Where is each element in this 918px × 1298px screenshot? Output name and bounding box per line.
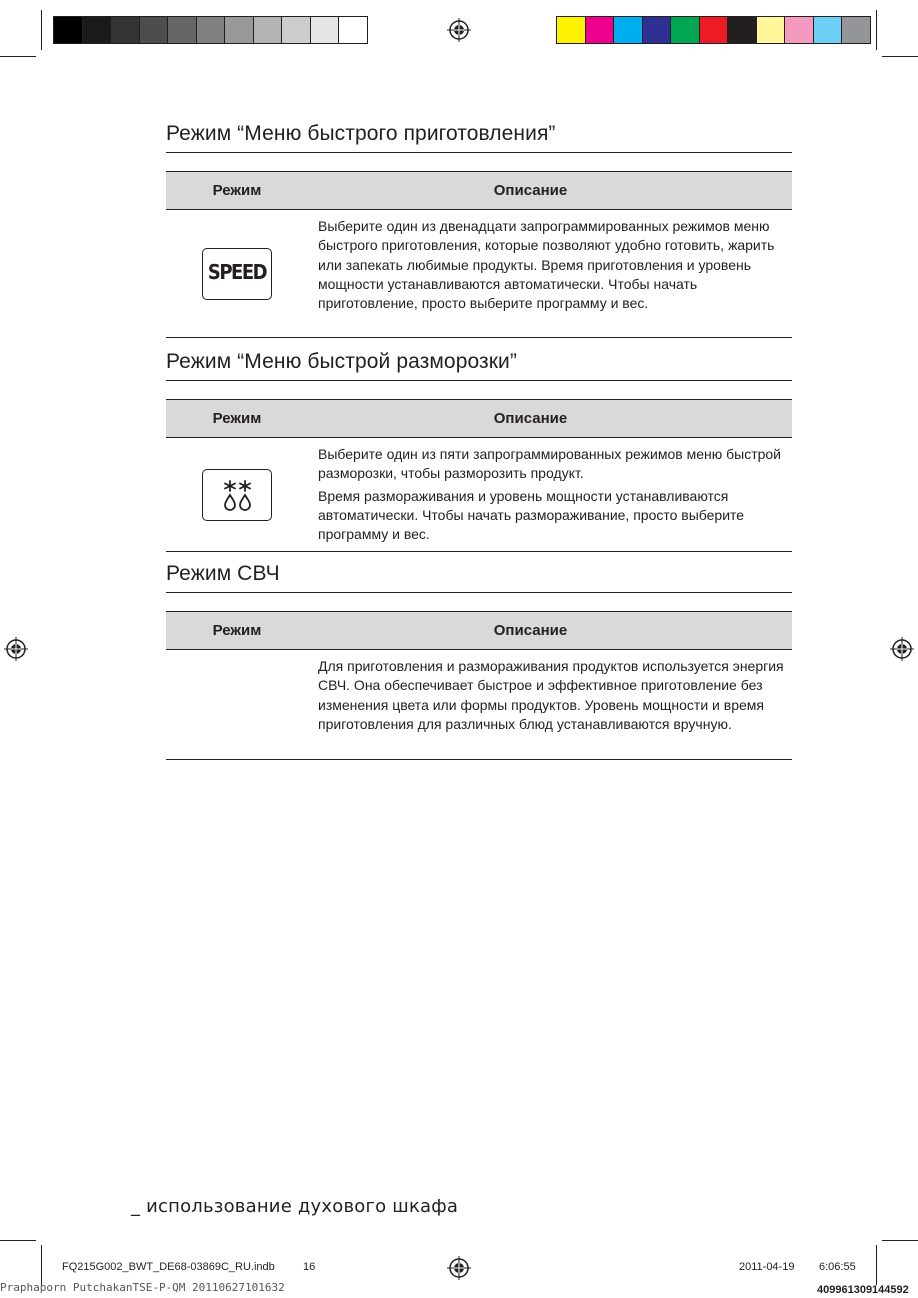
table-row (166, 210, 792, 338)
process-color-bar (556, 16, 871, 44)
crop-mark-tr-v (876, 10, 877, 50)
gray-swatch-3 (140, 17, 169, 43)
table-row (166, 650, 792, 760)
icon-cell (166, 650, 308, 760)
gray-swatch-9 (311, 17, 340, 43)
gray-swatch-2 (111, 17, 140, 43)
color-swatch-3 (643, 17, 672, 43)
slug-job-id: 409961309144592 (817, 1284, 909, 1296)
section-title: Режим “Меню быстрой разморозки” (166, 348, 792, 381)
color-swatch-10 (842, 17, 870, 43)
slug-time: 6:06:55 (819, 1261, 856, 1273)
crop-mark-tl-h (0, 56, 36, 57)
section-auto-defrost (166, 348, 792, 552)
gray-swatch-1 (83, 17, 112, 43)
header-description: Описание (308, 612, 792, 650)
header-description: Описание (308, 400, 792, 438)
gray-swatch-10 (339, 17, 367, 43)
header-mode: Режим (166, 400, 308, 438)
color-swatch-7 (757, 17, 786, 43)
mode-table (166, 611, 792, 760)
gray-swatch-6 (225, 17, 254, 43)
section-title: Режим “Меню быстрого приготовления” (166, 120, 792, 153)
snowflake-drop-icon (222, 479, 254, 511)
registration-mark-top-icon (447, 18, 471, 42)
mode-table (166, 399, 792, 552)
icon-cell (166, 210, 308, 338)
slug-operator: Praphaporn PutchakanTSE-P-QM 20110627101632 (0, 1281, 285, 1294)
color-swatch-1 (586, 17, 615, 43)
gray-swatch-8 (282, 17, 311, 43)
description-cell (308, 438, 792, 552)
crop-mark-br-h (882, 1240, 918, 1241)
gray-color-bar (53, 16, 368, 44)
table-header-row (166, 172, 792, 210)
speed-icon (202, 248, 272, 300)
crop-mark-bl-h (0, 1240, 36, 1241)
crop-mark-bl-v (41, 1245, 42, 1285)
slug-file-name: FQ215G002_BWT_DE68-03869C_RU.indb (62, 1261, 275, 1273)
registration-mark-left-icon (4, 637, 28, 661)
color-swatch-4 (671, 17, 700, 43)
description-cell (308, 210, 792, 338)
color-swatch-6 (728, 17, 757, 43)
color-swatch-0 (557, 17, 586, 43)
section-microwave (166, 560, 792, 760)
icon-cell (166, 438, 308, 552)
slug-page-number: 16 (303, 1261, 316, 1273)
table-header-row (166, 400, 792, 438)
slug-date: 2011-04-19 (739, 1261, 795, 1273)
section-speed-cook (166, 120, 792, 338)
crop-mark-br-v (876, 1245, 877, 1285)
color-swatch-5 (700, 17, 729, 43)
header-mode: Режим (166, 612, 308, 650)
table-row (166, 438, 792, 552)
description-paragraph: Для приготовления и размораживания продуктов используется энергия СВЧ. Она обеспечивает быстрое и эффективное приготовление без изменения цвета или формы продуктов. Уровень мощности и время приготовления для различных блюд устанавливаются вручную. (318, 658, 784, 732)
speed-icon-label: SPEED (207, 259, 267, 285)
registration-mark-bottom-icon (447, 1256, 471, 1280)
mode-table (166, 171, 792, 338)
defrost-icon (202, 469, 272, 521)
table-header-row (166, 612, 792, 650)
gray-swatch-4 (168, 17, 197, 43)
gray-swatch-0 (54, 17, 83, 43)
header-description: Описание (308, 172, 792, 210)
gray-swatch-5 (197, 17, 226, 43)
description-paragraph: Время размораживания и уровень мощности устанавливаются автоматически. Чтобы начать размораживание, просто выберите программу и вес. (318, 487, 745, 543)
crop-mark-tl-v (41, 10, 42, 50)
gray-swatch-7 (254, 17, 283, 43)
page-footer-label: _ использование духового шкафа (131, 1196, 459, 1217)
description-cell (308, 650, 792, 760)
color-swatch-9 (814, 17, 843, 43)
registration-mark-right-icon (890, 637, 914, 661)
section-title: Режим СВЧ (166, 560, 792, 593)
header-mode: Режим (166, 172, 308, 210)
crop-mark-tr-h (882, 56, 918, 57)
description-paragraph: Выберите один из пяти запрограммированных режимов меню быстрой разморозки, чтобы разморозить продукт. (318, 446, 782, 482)
description-paragraph: Выберите один из двенадцати запрограммированных режимов меню быстрого приготовления, которые позволяют удобно готовить, жарить или запекать любимые продукты. Время приготовления и уровень мощности устанавливаются автоматически. Чтобы начать приготовление, просто выберите программу и вес. (318, 218, 775, 312)
color-swatch-8 (785, 17, 814, 43)
color-swatch-2 (614, 17, 643, 43)
